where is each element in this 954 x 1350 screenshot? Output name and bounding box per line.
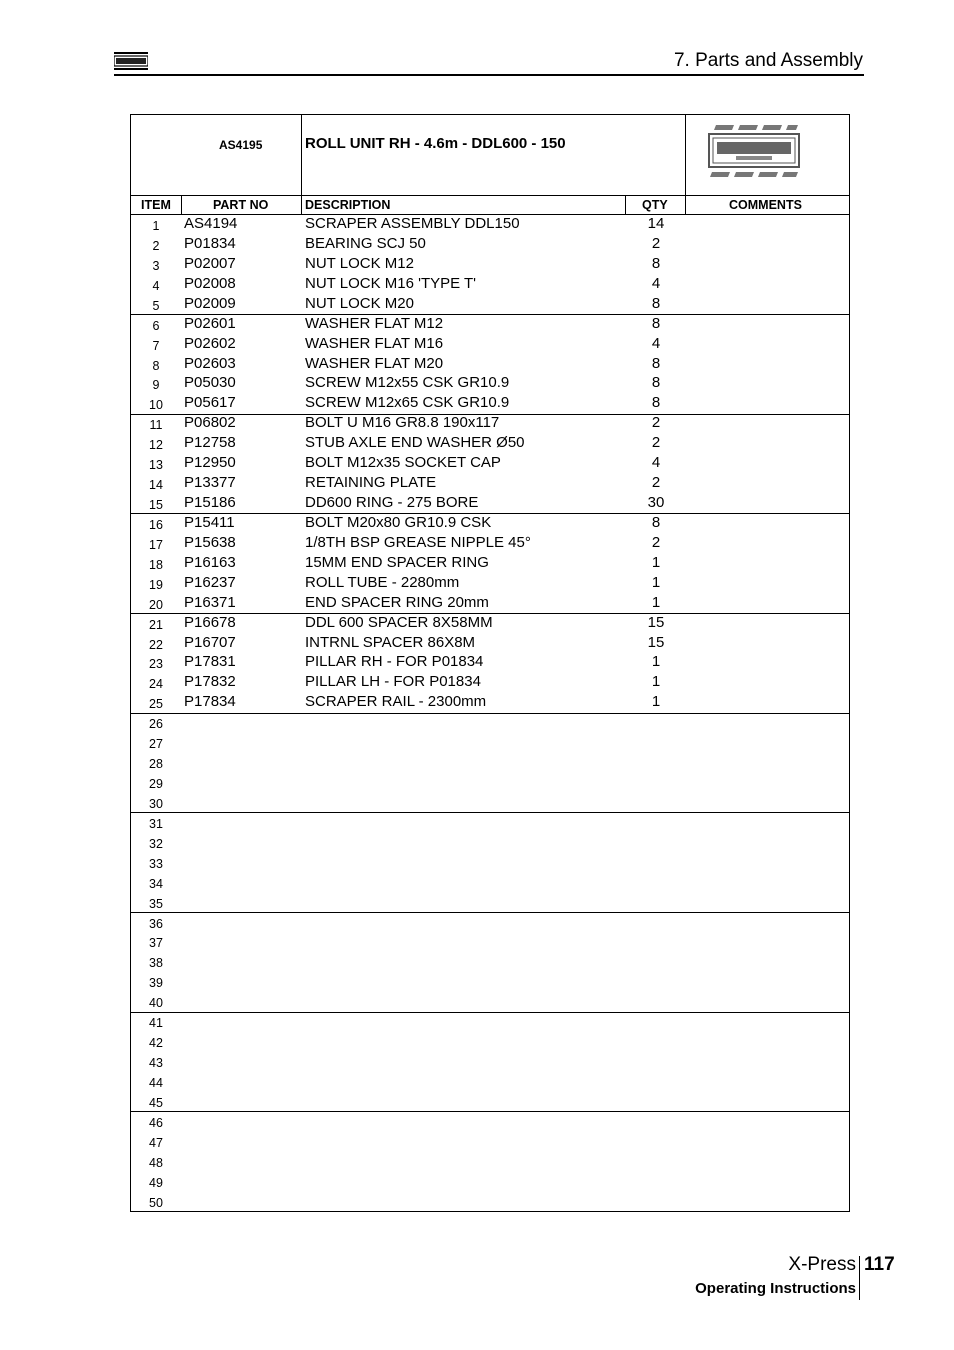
table-row bbox=[131, 853, 849, 873]
row-item-number: 12 bbox=[149, 438, 163, 453]
assembly-code: AS4195 bbox=[219, 138, 263, 152]
parts-sheet bbox=[130, 114, 850, 1212]
table-row bbox=[131, 215, 849, 235]
row-part-number: P15411 bbox=[184, 513, 235, 531]
row-description: 15MM END SPACER RING bbox=[305, 553, 489, 571]
table-row bbox=[131, 913, 849, 933]
row-part-number: P15186 bbox=[184, 494, 236, 512]
row-quantity: 8 bbox=[651, 374, 661, 392]
table-row bbox=[131, 1112, 849, 1132]
row-item-number: 7 bbox=[152, 338, 160, 353]
table-row bbox=[131, 574, 849, 594]
row-description: BOLT U M16 GR8.8 190x117 bbox=[305, 414, 500, 432]
row-part-number: P17832 bbox=[184, 673, 236, 691]
row-part-number: P17831 bbox=[184, 653, 236, 671]
title-block bbox=[131, 115, 849, 196]
row-quantity: 4 bbox=[651, 334, 661, 352]
row-item-number: 42 bbox=[149, 1036, 163, 1051]
table-row bbox=[131, 434, 849, 454]
table-row bbox=[131, 454, 849, 474]
row-part-number: P02007 bbox=[184, 254, 236, 272]
row-item-number: 3 bbox=[152, 258, 160, 273]
row-part-number: P15638 bbox=[184, 533, 236, 551]
row-item-number: 9 bbox=[152, 378, 160, 393]
table-row bbox=[131, 335, 849, 355]
simba-logo-icon bbox=[114, 52, 148, 72]
row-part-number: P13377 bbox=[184, 474, 236, 492]
table-row bbox=[131, 1012, 849, 1032]
row-part-number: P16707 bbox=[184, 633, 236, 651]
row-part-number: P01834 bbox=[184, 234, 236, 252]
row-item-number: 46 bbox=[149, 1115, 163, 1130]
row-quantity: 2 bbox=[651, 533, 661, 551]
row-part-number: P16237 bbox=[184, 573, 236, 591]
logo-cell bbox=[685, 115, 850, 195]
row-item-number: 37 bbox=[149, 936, 163, 951]
row-item-number: 43 bbox=[149, 1056, 163, 1071]
table-row bbox=[131, 514, 849, 534]
table-row bbox=[131, 833, 849, 853]
column-divider bbox=[625, 195, 626, 215]
row-description: BOLT M12x35 SOCKET CAP bbox=[305, 454, 501, 472]
table-row bbox=[131, 932, 849, 952]
assembly-description: ROLL UNIT RH - 4.6m - DDL600 - 150 bbox=[305, 135, 566, 152]
row-item-number: 2 bbox=[152, 238, 160, 253]
document-subtitle: Operating Instructions bbox=[695, 1280, 856, 1297]
table-row bbox=[131, 275, 849, 295]
column-divider bbox=[685, 195, 686, 215]
row-item-number: 24 bbox=[149, 677, 163, 692]
footer-divider bbox=[859, 1256, 860, 1300]
row-quantity: 15 bbox=[647, 613, 665, 631]
row-item-number: 44 bbox=[149, 1075, 163, 1090]
row-quantity: 8 bbox=[651, 254, 661, 272]
column-header-description: DESCRIPTION bbox=[305, 198, 391, 212]
row-item-number: 18 bbox=[149, 557, 163, 572]
row-part-number: P16163 bbox=[184, 553, 236, 571]
table-row bbox=[131, 394, 849, 414]
row-item-number: 26 bbox=[149, 717, 163, 732]
simba-great-plains-logo-icon bbox=[708, 125, 800, 179]
row-quantity: 2 bbox=[651, 434, 661, 452]
row-description: SCREW M12x65 CSK GR10.9 bbox=[305, 394, 510, 412]
product-name: X-Press bbox=[788, 1254, 856, 1275]
row-item-number: 20 bbox=[149, 597, 163, 612]
table-row bbox=[131, 813, 849, 833]
table-row bbox=[131, 474, 849, 494]
column-header-comments: COMMENTS bbox=[729, 198, 802, 212]
row-description: WASHER FLAT M20 bbox=[305, 354, 444, 372]
table-row bbox=[131, 952, 849, 972]
table-row bbox=[131, 554, 849, 574]
row-description: NUT LOCK M16 'TYPE T' bbox=[305, 274, 477, 292]
row-quantity: 2 bbox=[651, 474, 661, 492]
row-item-number: 14 bbox=[149, 478, 163, 493]
row-quantity: 1 bbox=[651, 653, 661, 671]
row-item-number: 39 bbox=[149, 976, 163, 991]
column-divider bbox=[181, 195, 182, 215]
row-description: STUB AXLE END WASHER Ø50 bbox=[305, 434, 525, 452]
table-row bbox=[131, 972, 849, 992]
row-quantity: 8 bbox=[651, 354, 661, 372]
row-description: END SPACER RING 20mm bbox=[305, 593, 489, 611]
row-item-number: 6 bbox=[152, 318, 160, 333]
row-description: WASHER FLAT M16 bbox=[305, 334, 444, 352]
row-description: DD600 RING - 275 BORE bbox=[305, 494, 479, 512]
table-row bbox=[131, 1172, 849, 1192]
row-item-number: 47 bbox=[149, 1135, 163, 1150]
table-row bbox=[131, 1032, 849, 1052]
table-row bbox=[131, 255, 849, 275]
row-quantity: 2 bbox=[651, 234, 661, 252]
table-row bbox=[131, 414, 849, 434]
row-part-number: P06802 bbox=[184, 414, 236, 432]
row-quantity: 8 bbox=[651, 513, 661, 531]
row-item-number: 25 bbox=[149, 697, 163, 712]
row-description: SCRAPER ASSEMBLY DDL150 bbox=[305, 215, 520, 232]
row-item-number: 15 bbox=[149, 498, 163, 513]
row-part-number: P05617 bbox=[184, 394, 236, 412]
row-item-number: 8 bbox=[152, 358, 160, 373]
row-item-number: 33 bbox=[149, 856, 163, 871]
row-quantity: 1 bbox=[651, 693, 661, 711]
table-row bbox=[131, 693, 849, 713]
row-quantity: 15 bbox=[647, 633, 665, 651]
row-item-number: 29 bbox=[149, 777, 163, 792]
row-item-number: 23 bbox=[149, 657, 163, 672]
row-description: SCRAPER RAIL - 2300mm bbox=[305, 693, 487, 711]
row-description: DDL 600 SPACER 8X58MM bbox=[305, 613, 493, 631]
row-quantity: 4 bbox=[651, 274, 661, 292]
table-row bbox=[131, 1092, 849, 1112]
row-description: INTRNL SPACER 86X8M bbox=[305, 633, 476, 651]
table-row bbox=[131, 634, 849, 654]
row-description: PILLAR LH - FOR P01834 bbox=[305, 673, 481, 691]
row-description: 1/8TH BSP GREASE NIPPLE 45° bbox=[305, 533, 531, 551]
assembly-code-cell bbox=[131, 115, 302, 195]
row-part-number: P02602 bbox=[184, 334, 236, 352]
table-row bbox=[131, 614, 849, 634]
row-description: SCREW M12x55 CSK GR10.9 bbox=[305, 374, 510, 392]
section-title: 7. Parts and Assembly bbox=[673, 50, 863, 71]
row-description: RETAINING PLATE bbox=[305, 474, 437, 492]
table-row bbox=[131, 673, 849, 693]
row-item-number: 19 bbox=[149, 577, 163, 592]
table-row bbox=[131, 713, 849, 733]
row-item-number: 17 bbox=[149, 537, 163, 552]
row-item-number: 11 bbox=[149, 418, 163, 433]
row-part-number: P02008 bbox=[184, 274, 236, 292]
row-quantity: 14 bbox=[647, 215, 665, 232]
row-part-number: P17834 bbox=[184, 693, 236, 711]
table-row bbox=[131, 594, 849, 614]
row-item-number: 41 bbox=[149, 1016, 163, 1031]
table-row bbox=[131, 733, 849, 753]
row-item-number: 27 bbox=[149, 737, 163, 752]
row-item-number: 40 bbox=[149, 996, 163, 1011]
row-part-number: P02603 bbox=[184, 354, 236, 372]
row-item-number: 1 bbox=[152, 219, 160, 233]
table-row bbox=[131, 494, 849, 514]
page-number: 117 bbox=[864, 1254, 895, 1275]
table-row bbox=[131, 1192, 849, 1212]
row-quantity: 30 bbox=[647, 494, 665, 512]
row-item-number: 4 bbox=[152, 278, 160, 293]
column-header-qty: QTY bbox=[642, 198, 668, 212]
table-row bbox=[131, 235, 849, 255]
row-item-number: 31 bbox=[149, 816, 163, 831]
table-row bbox=[131, 374, 849, 394]
row-item-number: 16 bbox=[149, 517, 163, 532]
row-quantity: 8 bbox=[651, 394, 661, 412]
row-item-number: 10 bbox=[149, 398, 163, 413]
table-row bbox=[131, 534, 849, 554]
row-quantity: 1 bbox=[651, 573, 661, 591]
row-quantity: 8 bbox=[651, 314, 661, 332]
row-item-number: 48 bbox=[149, 1155, 163, 1170]
row-description: BOLT M20x80 GR10.9 CSK bbox=[305, 513, 492, 531]
table-row bbox=[131, 992, 849, 1012]
row-item-number: 45 bbox=[149, 1095, 163, 1110]
row-description: ROLL TUBE - 2280mm bbox=[305, 573, 460, 591]
row-description: PILLAR RH - FOR P01834 bbox=[305, 653, 484, 671]
row-part-number: P16371 bbox=[184, 593, 236, 611]
row-item-number: 21 bbox=[149, 617, 163, 632]
row-quantity: 1 bbox=[651, 593, 661, 611]
row-item-number: 13 bbox=[149, 458, 163, 473]
row-quantity: 2 bbox=[651, 414, 661, 432]
table-row bbox=[131, 1072, 849, 1092]
row-part-number: P16678 bbox=[184, 613, 236, 631]
table-row bbox=[131, 773, 849, 793]
column-header-row bbox=[131, 195, 849, 215]
table-row bbox=[131, 1132, 849, 1152]
row-part-number: P05030 bbox=[184, 374, 236, 392]
row-part-number: P12758 bbox=[184, 434, 236, 452]
table-row bbox=[131, 653, 849, 673]
row-part-number: P02601 bbox=[184, 314, 236, 332]
table-row bbox=[131, 295, 849, 315]
table-row bbox=[131, 793, 849, 813]
table-row bbox=[131, 355, 849, 375]
row-description: WASHER FLAT M12 bbox=[305, 314, 444, 332]
row-item-number: 34 bbox=[149, 876, 163, 891]
row-description: NUT LOCK M12 bbox=[305, 254, 414, 272]
row-item-number: 32 bbox=[149, 836, 163, 851]
row-item-number: 5 bbox=[152, 298, 160, 313]
row-part-number: P02009 bbox=[184, 294, 236, 312]
row-item-number: 22 bbox=[149, 637, 163, 652]
row-quantity: 1 bbox=[651, 673, 661, 691]
row-item-number: 50 bbox=[149, 1195, 163, 1210]
row-quantity: 4 bbox=[651, 454, 661, 472]
table-row bbox=[131, 893, 849, 913]
row-part-number: AS4194 bbox=[184, 215, 238, 232]
table-row bbox=[131, 753, 849, 773]
row-item-number: 30 bbox=[149, 796, 163, 811]
row-item-number: 28 bbox=[149, 757, 163, 772]
row-item-number: 49 bbox=[149, 1175, 163, 1190]
row-quantity: 8 bbox=[651, 294, 661, 312]
header-divider bbox=[114, 74, 864, 76]
row-item-number: 36 bbox=[149, 916, 163, 931]
column-header-item: ITEM bbox=[141, 198, 171, 212]
column-divider bbox=[301, 195, 302, 215]
table-row bbox=[131, 1052, 849, 1072]
row-quantity: 1 bbox=[651, 553, 661, 571]
row-description: NUT LOCK M20 bbox=[305, 294, 414, 312]
column-header-part-no: PART NO bbox=[213, 198, 269, 212]
table-row bbox=[131, 873, 849, 893]
row-part-number: P12950 bbox=[184, 454, 236, 472]
table-row bbox=[131, 315, 849, 335]
row-item-number: 35 bbox=[149, 896, 163, 911]
row-description: BEARING SCJ 50 bbox=[305, 234, 426, 252]
row-item-number: 38 bbox=[149, 956, 163, 971]
table-row bbox=[131, 1152, 849, 1172]
